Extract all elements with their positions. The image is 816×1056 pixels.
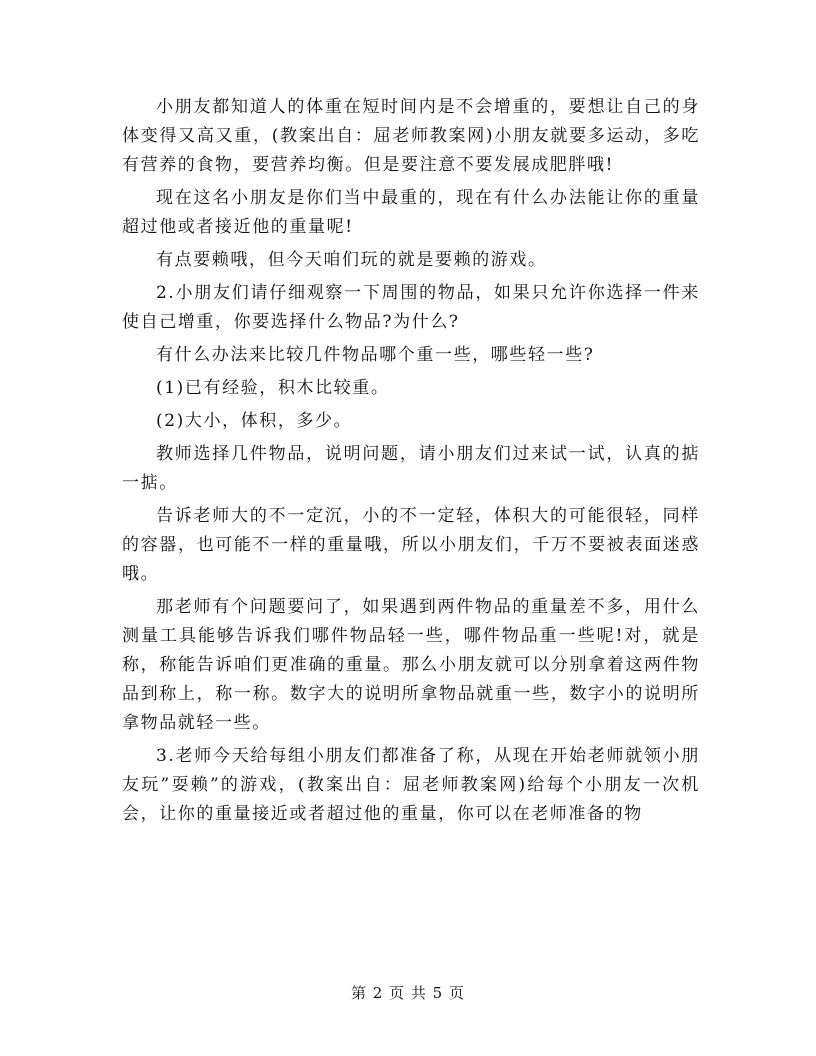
paragraph-3: 有点要赖哦，但今天咱们玩的就是要赖的游戏。: [156, 250, 547, 270]
paragraph-9: 告诉老师大的不一定沉，小的不一定轻，体积大的可能很轻，同样的容器，也可能不一样的重量哦，所以小朋友们，千万不要被表面迷惑哦。: [122, 506, 700, 584]
paragraph-6: (1)已有经验，积木比较重。: [156, 378, 390, 398]
paragraph-7: (2)大小，体积，多少。: [156, 411, 353, 431]
paragraph-2: 现在这名小朋友是你们当中最重的，现在有什么办法能让你的重量超过他或者接近他的重量呢!: [122, 188, 700, 237]
paragraph-4: 2.小朋友们请仔细观察一下周围的物品，如果只允许你选择一件来使自己增重，你要选择什么物品?为什么?: [122, 283, 700, 332]
page-number-footer: 第 2 页 共 5 页: [351, 984, 465, 1002]
paragraph-10: 那老师有个问题要问了，如果遇到两件物品的重量差不多，用什么测量工具能够告诉我们哪件物品轻一些，哪件物品重一些呢!对，就是称，称能告诉咱们更准确的重量。那么小朋友就可以分别拿着这两件物品到称上，称一称。数字大的说明所拿物品就重一些，数字小的说明所拿物品就轻一些。: [122, 597, 700, 733]
paragraph-8: 教师选择几件物品，说明问题，请小朋友们过来试一试，认真的掂一掂。: [122, 444, 700, 493]
paragraph-11: 3.老师今天给每组小朋友们都准备了称，从现在开始老师就领小朋友玩”耍赖”的游戏，(教案出自：屈老师教案网)给每个小朋友一次机会，让你的重量接近或者超过他的重量，你可以在老师准备的物: [122, 746, 700, 824]
paragraph-5: 有什么办法来比较几件物品哪个重一些，哪些轻一些?: [156, 345, 595, 365]
paragraph-1: 小朋友都知道人的体重在短时间内是不会增重的，要想让自己的身体变得又高又重，(教案出自：屈老师教案网)小朋友就要多运动，多吃有营养的食物，要营养均衡。但是要注意不要发展成肥胖哦!: [122, 97, 700, 175]
document-body: [122, 93, 700, 833]
